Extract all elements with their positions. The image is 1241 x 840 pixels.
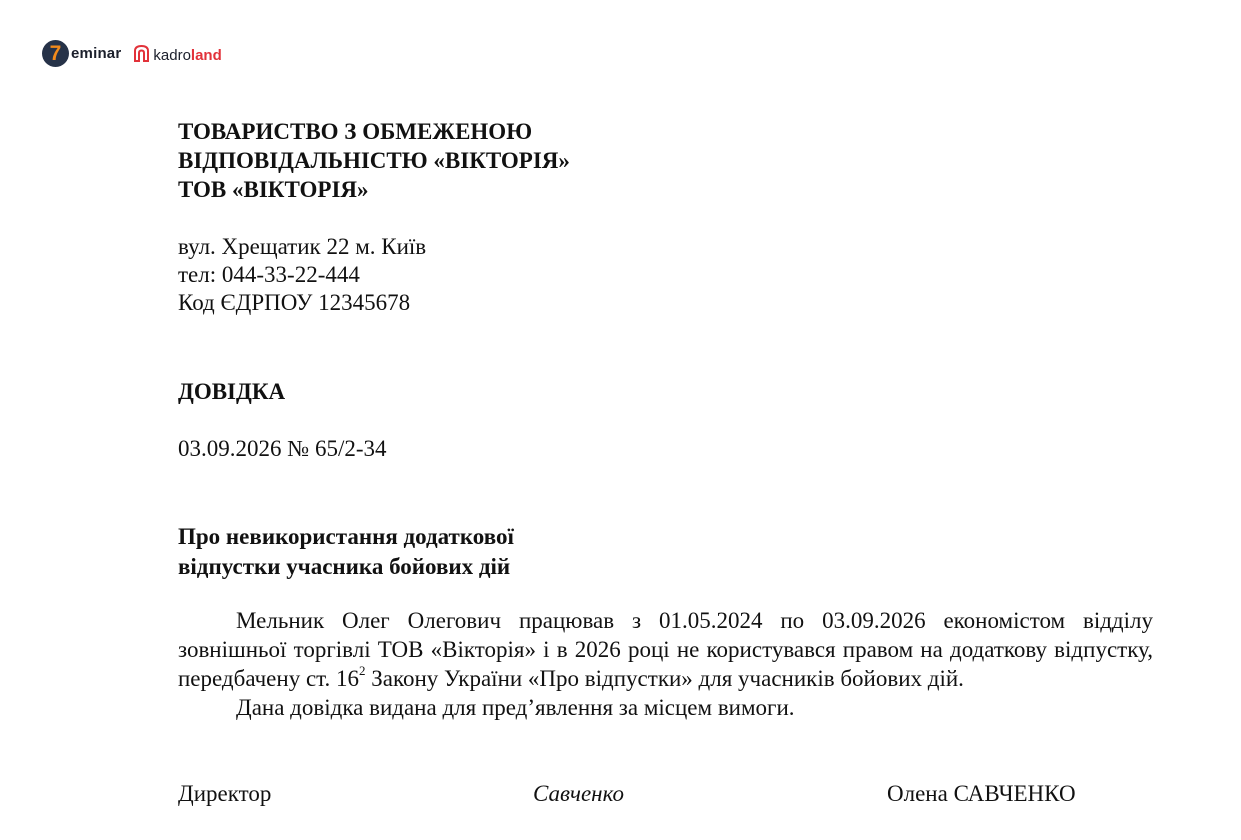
company-phone: тел: 044-33-22-444 bbox=[178, 262, 360, 287]
document-date-number: 03.09.2026 № 65/2-34 bbox=[178, 436, 387, 461]
seminar-logo bbox=[42, 40, 121, 67]
body-paragraph-1 bbox=[178, 606, 1153, 693]
company-name-line2: ВІДПОВІДАЛЬНІСТЮ «ВІКТОРІЯ» bbox=[178, 148, 570, 173]
company-header bbox=[178, 117, 570, 204]
subject-line2: відпустки учасника бойових дій bbox=[178, 554, 511, 579]
signer-position: Директор bbox=[178, 781, 272, 806]
kadroland-house-icon bbox=[133, 44, 150, 62]
kadroland-text-kadro: kadro bbox=[153, 46, 191, 64]
signer-name: Олена САВЧЕНКО bbox=[887, 781, 1076, 806]
seminar-digit: 7 bbox=[49, 42, 62, 65]
document-title: ДОВІДКА bbox=[178, 379, 286, 404]
signature: Савченко bbox=[533, 781, 624, 806]
article-superscript: 2 bbox=[358, 663, 366, 679]
seminar-logo-text: eminar bbox=[71, 44, 122, 62]
company-name-line1: ТОВАРИСТВО З ОБМЕЖЕНОЮ bbox=[178, 119, 533, 144]
document-subject bbox=[178, 522, 514, 582]
paragraph1-text-end: Закону України «Про відпустки» для учасників бойових дій. bbox=[365, 666, 964, 691]
subject-line1: Про невикористання додаткової bbox=[178, 524, 514, 549]
signature-row bbox=[0, 779, 1241, 811]
company-edrpou: Код ЄДРПОУ 12345678 bbox=[178, 290, 411, 315]
company-contacts bbox=[178, 233, 426, 317]
seminar-seven-icon bbox=[42, 40, 69, 67]
kadroland-logo bbox=[133, 44, 221, 63]
paragraph1-text-start: Мельник Олег Олегович працював з 01.05.2024 по 03.09.2026 економістом відділу зовнішньої торгівлі ТОВ «Вікторія» і в 2026 році не користувався правом на додаткову відпустку, передбачену ст. 16 bbox=[178, 608, 1153, 691]
header-logos bbox=[42, 38, 222, 68]
body-paragraph-2: Дана довідка видана для пред’явлення за місцем вимоги. bbox=[236, 695, 795, 720]
company-short-name: ТОВ «ВІКТОРІЯ» bbox=[178, 177, 369, 202]
kadroland-text-land: land bbox=[190, 46, 222, 64]
company-address: вул. Хрещатик 22 м. Київ bbox=[178, 234, 427, 259]
kadroland-logo-text bbox=[153, 48, 221, 63]
document-body bbox=[178, 606, 1153, 722]
